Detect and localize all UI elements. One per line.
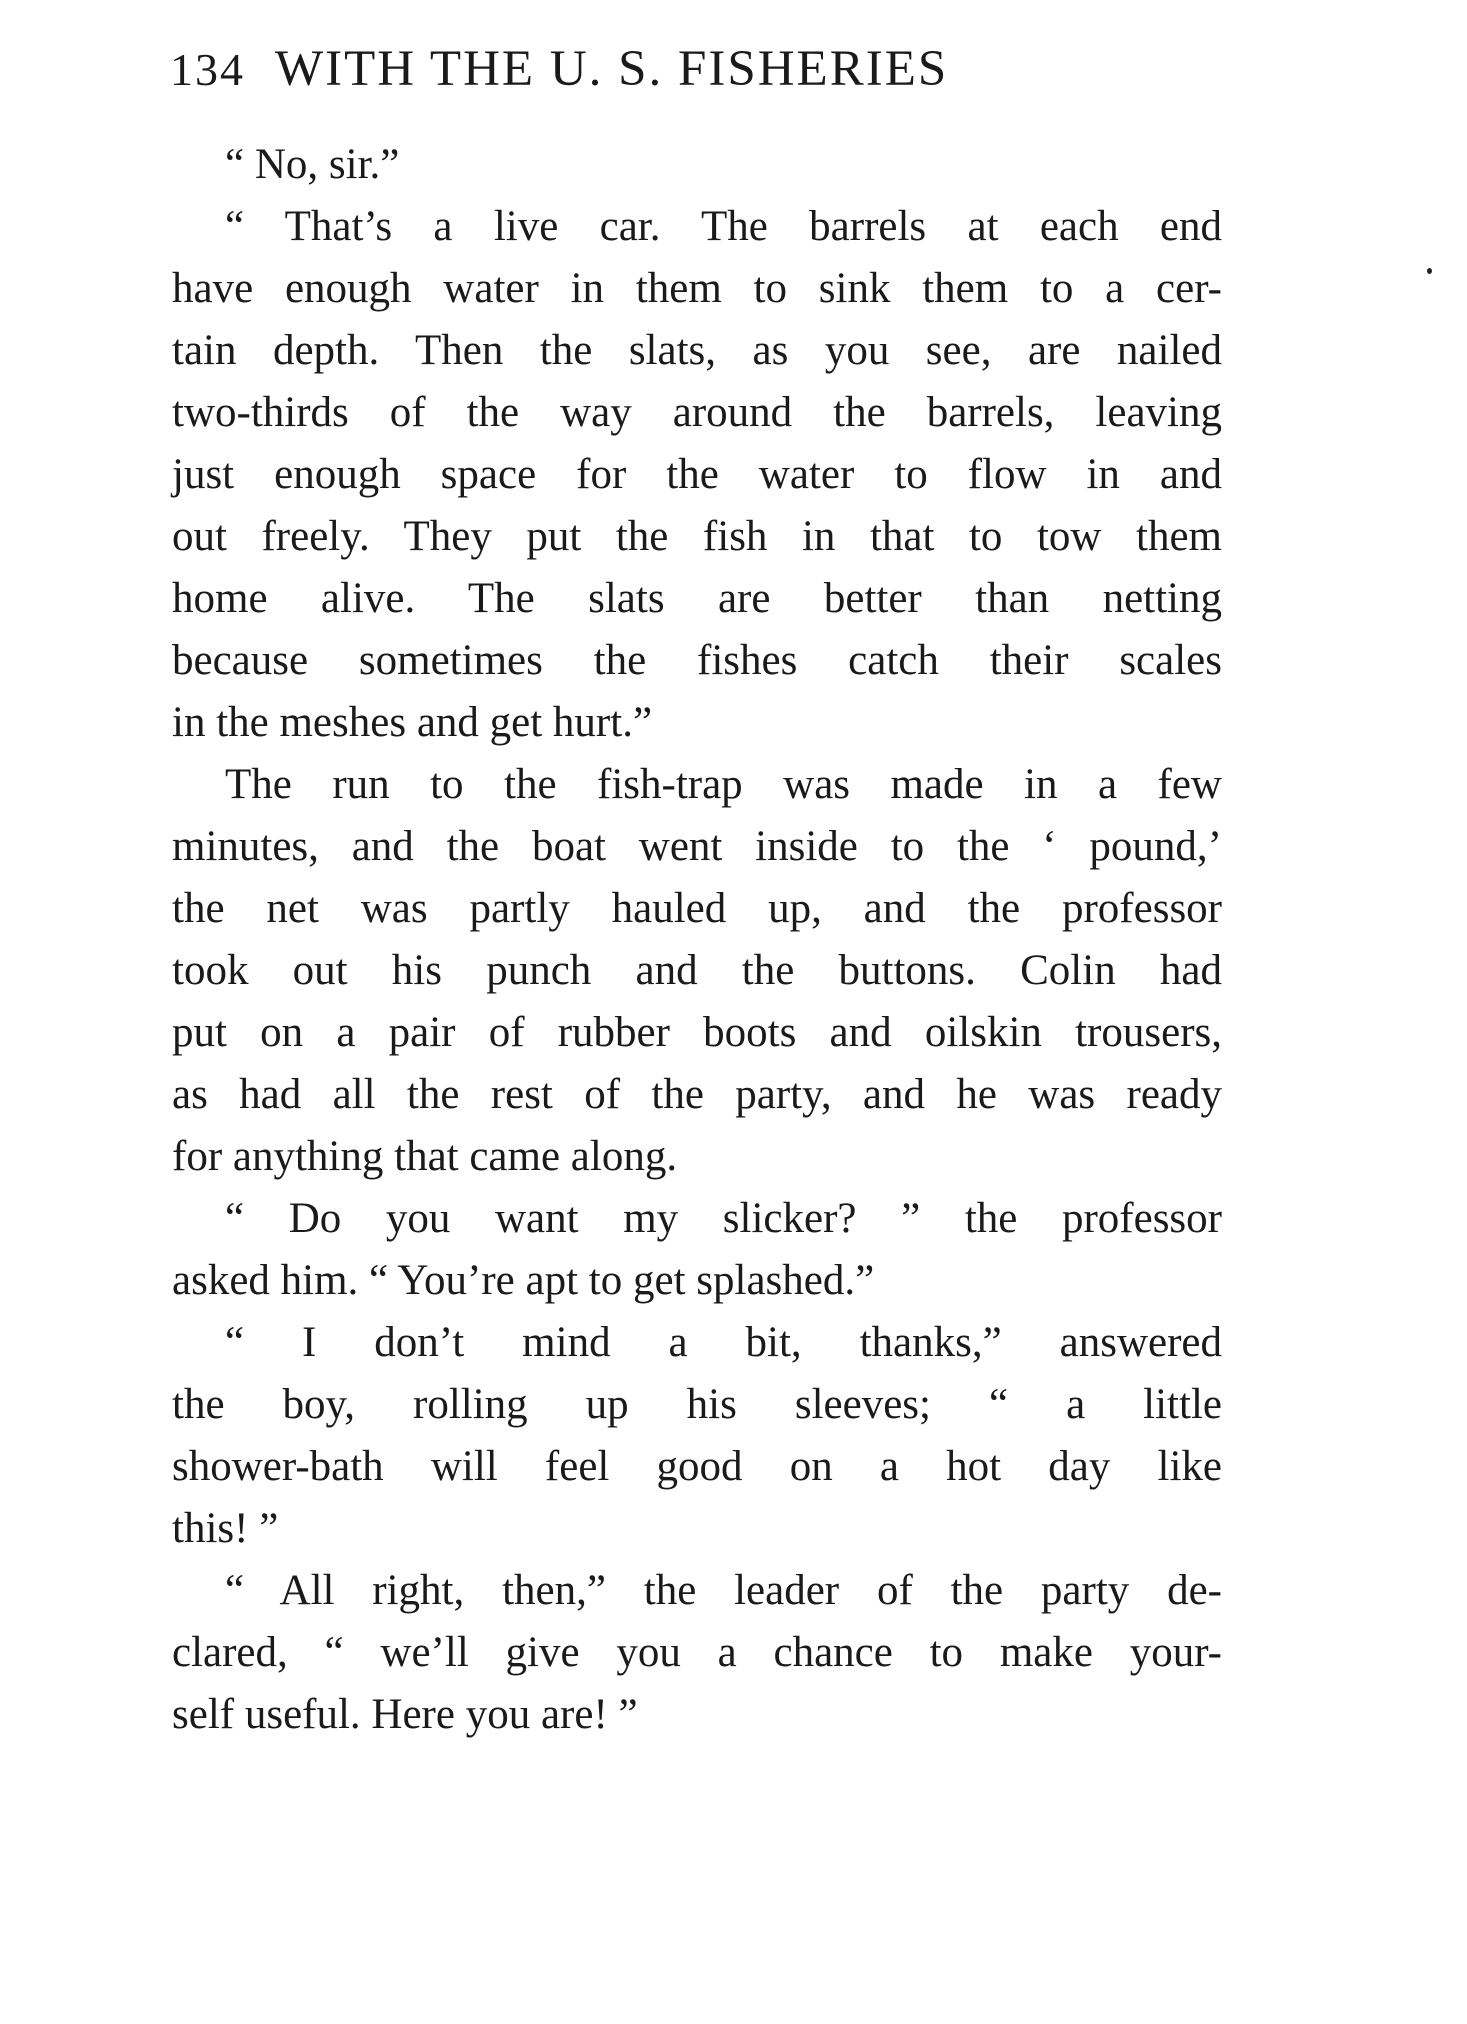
text-line: “ That’s a live car. The barrels at each end — [225, 203, 1222, 250]
page-number: 134 — [170, 44, 245, 95]
paragraph — [172, 754, 1222, 1188]
text-line: minutes, and the boat went inside to the ‘ pound,’ — [172, 823, 1222, 870]
running-title: WITH THE U. S. FISHERIES — [275, 41, 949, 97]
text-line: this! ” — [172, 1505, 279, 1552]
text-line: the net was partly hauled up, and the professor — [172, 885, 1222, 932]
text-line: shower-bath will feel good on a hot day like — [172, 1443, 1222, 1490]
text-line: tain depth. Then the slats, as you see, are nailed — [172, 327, 1222, 374]
paragraph — [172, 1560, 1222, 1746]
text-line: “ All right, then,” the leader of the party de- — [225, 1567, 1222, 1614]
ink-speck — [1427, 268, 1432, 274]
text-line: as had all the rest of the party, and he was ready — [172, 1071, 1222, 1118]
text-line: just enough space for the water to flow in and — [172, 451, 1222, 498]
text-line: “ No, sir.” — [225, 141, 400, 188]
text-line: have enough water in them to sink them to a cer- — [172, 265, 1222, 312]
text-line: home alive. The slats are better than netting — [172, 575, 1222, 622]
text-line: in the meshes and get hurt.” — [172, 699, 653, 746]
text-line: two-thirds of the way around the barrels, leaving — [172, 389, 1222, 436]
paragraph — [172, 134, 1222, 196]
paragraph — [172, 1312, 1222, 1560]
paragraph — [172, 1188, 1222, 1312]
text-line: took out his punch and the buttons. Colin had — [172, 947, 1222, 994]
text-line: self useful. Here you are! ” — [172, 1691, 638, 1738]
text-line: asked him. “ You’re apt to get splashed.” — [172, 1257, 875, 1304]
text-line: clared, “ we’ll give you a chance to make your- — [172, 1629, 1222, 1676]
text-line: “ I don’t mind a bit, thanks,” answered — [225, 1319, 1222, 1366]
text-line: the boy, rolling up his sleeves; “ a little — [172, 1381, 1222, 1428]
text-line: “ Do you want my slicker? ” the professor — [225, 1195, 1222, 1242]
body-text — [172, 134, 1222, 1746]
running-head — [170, 40, 1220, 110]
text-line: because sometimes the fishes catch their scales — [172, 637, 1222, 684]
paragraph — [172, 196, 1222, 754]
text-line: for anything that came along. — [172, 1133, 678, 1180]
text-line: out freely. They put the fish in that to tow them — [172, 513, 1222, 560]
text-line: The run to the fish-trap was made in a few — [225, 761, 1222, 808]
text-line: put on a pair of rubber boots and oilskin trousers, — [172, 1009, 1222, 1056]
